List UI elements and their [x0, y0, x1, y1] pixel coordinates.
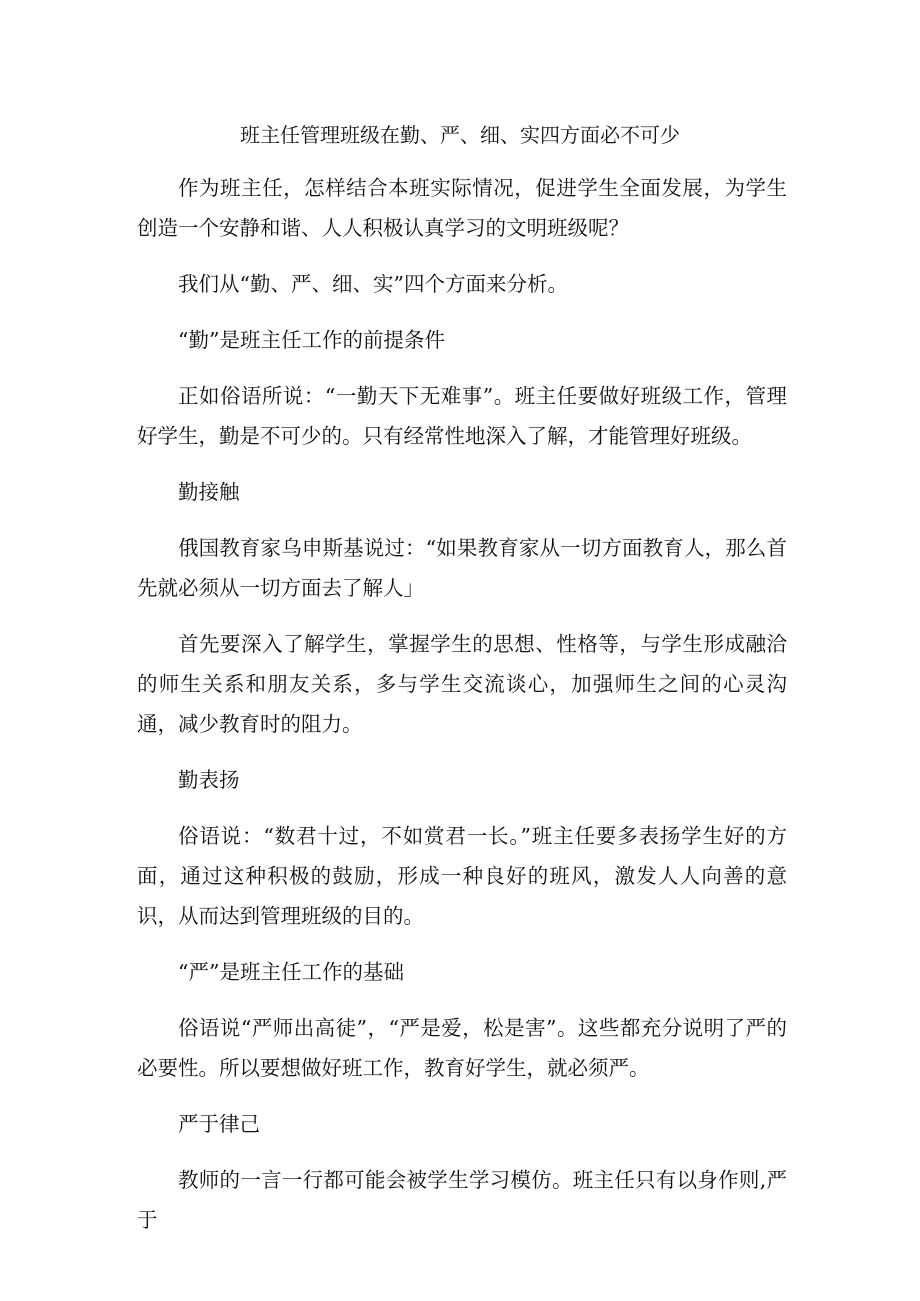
paragraph-teacher-example: 教师的一言一行都可能会被学生学习模仿。班主任只有以身作则,严于: [137, 1168, 787, 1232]
subheading-qin-praise: 勤表扬: [178, 768, 240, 792]
section-heading-yan: “严”是班主任工作的基础: [178, 960, 404, 984]
paragraph-yan-intro: 俗语说“严师出高徒”，“严是爱，松是害”。这些都充分说明了严的必要性。所以要想做好班工作，教育好学生，就必须严。: [137, 1016, 787, 1080]
subheading-qin-contact: 勤接触: [178, 480, 240, 504]
paragraph-understand-students: 首先要深入了解学生，掌握学生的思想、性格等，与学生形成融洽的师生关系和朋友关系，多与学生交流谈心，加强师生之间的心灵沟通，减少教育时的阻力。: [137, 632, 787, 736]
document-title: 班主任管理班级在勤、严、细、实四方面必不可少: [240, 123, 680, 147]
document-body: [137, 168, 787, 1256]
paragraph-praise: 俗语说：“数君十过，不如赏君一长。”班主任要多表扬学生好的方面，通过这种积极的鼓励，形成一种良好的班风，激发人人向善的意识，从而达到管理班级的目的。: [137, 824, 787, 928]
paragraph-intro: 作为班主任，怎样结合本班实际情况，促进学生全面发展，为学生创造一个安静和谐、人人积极认真学习的文明班级呢？: [137, 176, 787, 240]
section-heading-qin: “勤”是班主任工作的前提条件: [178, 328, 445, 352]
paragraph-overview: 我们从“勤、严、细、实”四个方面来分析。: [178, 272, 568, 296]
subheading-yan-self: 严于律己: [178, 1112, 260, 1136]
paragraph-quote-ushinsky: 俄国教育家乌申斯基说过：“如果教育家从一切方面教育人，那么首先就必须从一切方面去了解人」: [137, 536, 787, 600]
paragraph-qin-intro: 正如俗语所说：“一勤天下无难事”。班主任要做好班级工作，管理好学生，勤是不可少的。只有经常性地深入了解，才能管理好班级。: [137, 384, 787, 448]
